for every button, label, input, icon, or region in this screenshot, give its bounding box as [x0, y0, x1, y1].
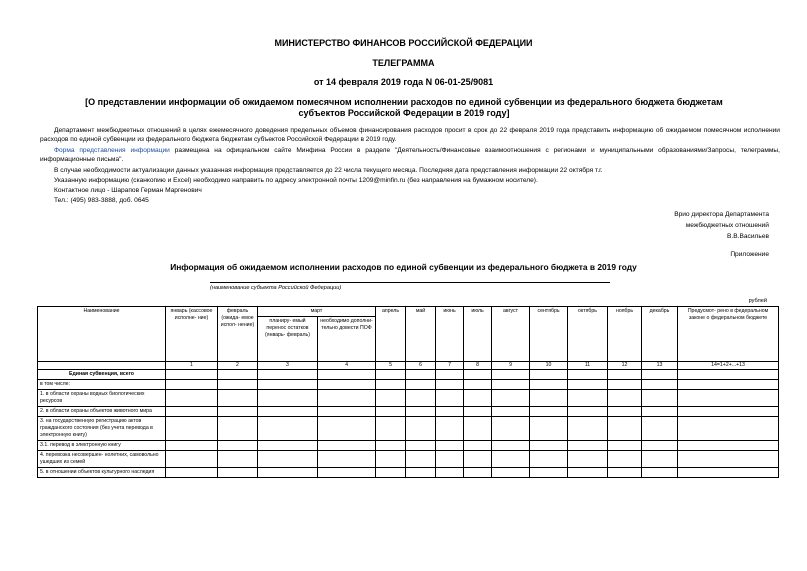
col-num: 7 [436, 362, 464, 370]
table-row [38, 468, 779, 478]
row-label: 5. в отношении объектов культурного наследия [38, 468, 166, 478]
col-num: 2 [218, 362, 258, 370]
header-may: май [406, 307, 436, 362]
header-jul: июль [464, 307, 492, 362]
ministry-name: МИНИСТЕРСТВО ФИНАНСОВ РОССИЙСКОЙ ФЕДЕРАЦИИ [274, 38, 533, 48]
row-label: 4. перевозка несовершен- нолетних, самовольно ушедших из семей [38, 451, 166, 468]
row-label: Единая субвенция, всего [38, 370, 166, 380]
col-num: 5 [376, 362, 406, 370]
table-header-row [38, 307, 779, 317]
row-label: 3.1. перевод в электронную книгу [38, 441, 166, 451]
header-aug: август [492, 307, 530, 362]
col-num: 8 [464, 362, 492, 370]
col-num: 1 [166, 362, 218, 370]
appendix-title: Информация об ожидаемом исполнении расходов по единой субвенции из федерального бюджета в 2019 году [170, 262, 637, 272]
table-row [38, 451, 779, 468]
table-row [38, 417, 779, 441]
paragraph-1: Департамент межбюджетных отношений в целях ежемесячного доведения предельных объемов финансирования расходов просит в срок до 22 февраля 2019 года представить информацию об ожидаемом помесячном исполнении расходов по единой субвенции из федерального бюджета бюджетам субъектов Российской Федерации в 2019 году. [40, 127, 780, 144]
row-label: 3. на государственную регистрацию актов гражданского состояния (без учета перевода в электронную книгу) [38, 417, 166, 441]
header-feb: февраль (ожида- емое испол- нение) [218, 307, 258, 362]
table-row [38, 407, 779, 417]
contact-person: Контактное лицо - Шарапов Герман Маргенович [54, 187, 202, 194]
document-type: ТЕЛЕГРАММА [372, 58, 435, 68]
subject-caption: (наименование субъекта Российской Федерации) [210, 285, 342, 291]
header-sep: сентябрь [530, 307, 568, 362]
row-label: 1. в области охраны водных биологических ресурсов [38, 390, 166, 407]
header-mar-carryover: планиру- емый перенос остатков (январь- февраль) [258, 317, 318, 362]
table-row [38, 370, 779, 380]
col-num: 14=1+2+...+13 [678, 362, 779, 370]
table-row [38, 380, 779, 390]
paragraph-2 [40, 146, 780, 164]
row-label: в том числе: [38, 380, 166, 390]
header-apr: апрель [376, 307, 406, 362]
contact-phone: Тел.: (495) 983-3888, доб. 0645 [54, 197, 149, 204]
header-name: Наименование [38, 307, 166, 362]
document-date-number: от 14 февраля 2019 года N 06-01-25/9081 [313, 77, 494, 87]
paragraph-4: Указанную информацию (сканкопию и Excel) необходимо направить по адресу электронной почты 1209@minfin.ru (без направления на бумажном носителе). [54, 177, 538, 184]
signature-position: Врио директора Департамента [674, 211, 769, 218]
paragraph-2-text: размещена на официальном сайте Минфина России в разделе "Деятельность/Финансовые взаимоотношения с регионами и муниципальными образованиями/Запросы, телеграммы, информационные письма". [40, 147, 780, 164]
form-link[interactable]: Форма представления информации [54, 147, 170, 154]
signature-department: межбюджетных отношений [685, 222, 769, 229]
col-num: 11 [568, 362, 608, 370]
header-nov: ноябрь [608, 307, 642, 362]
col-num: 9 [492, 362, 530, 370]
header-oct: октябрь [568, 307, 608, 362]
subject-underline [210, 281, 610, 283]
col-num: 4 [318, 362, 376, 370]
table-column-numbers [38, 362, 779, 370]
col-num: 6 [406, 362, 436, 370]
header-mar: март [258, 307, 376, 317]
units-label: рублей [748, 298, 767, 304]
header-jan: январь (кассовое исполне- ние) [166, 307, 218, 362]
col-num: 13 [642, 362, 678, 370]
header-jun: июнь [436, 307, 464, 362]
col-num: 12 [608, 362, 642, 370]
col-num: 3 [258, 362, 318, 370]
table-row [38, 441, 779, 451]
appendix-label: Приложение [730, 251, 769, 258]
header-total: Предусмот- рено в федеральном законе о федеральном бюджете [678, 307, 779, 362]
expenditure-table [37, 306, 779, 478]
document-subject: [О представлении информации об ожидаемом помесячном исполнении расходов по единой субвенции из федерального бюджета бюджетам субъектов Российской Федерации в 2019 году] [85, 97, 723, 118]
paragraph-3: В случае необходимости актуализации данных указанная информация представляется до 22 числа текущего месяца. Последняя дата представления информации 22 октября т.г. [54, 167, 603, 174]
signature-block [674, 209, 769, 242]
header-mar-additional: необходимо дополни- тельно довести ПОФ [318, 317, 376, 362]
table-row [38, 390, 779, 407]
signature-name: В.В.Васильев [727, 233, 769, 240]
col-num: 10 [530, 362, 568, 370]
row-label: 2. в области охраны объектов животного мира [38, 407, 166, 417]
header-dec: декабрь [642, 307, 678, 362]
